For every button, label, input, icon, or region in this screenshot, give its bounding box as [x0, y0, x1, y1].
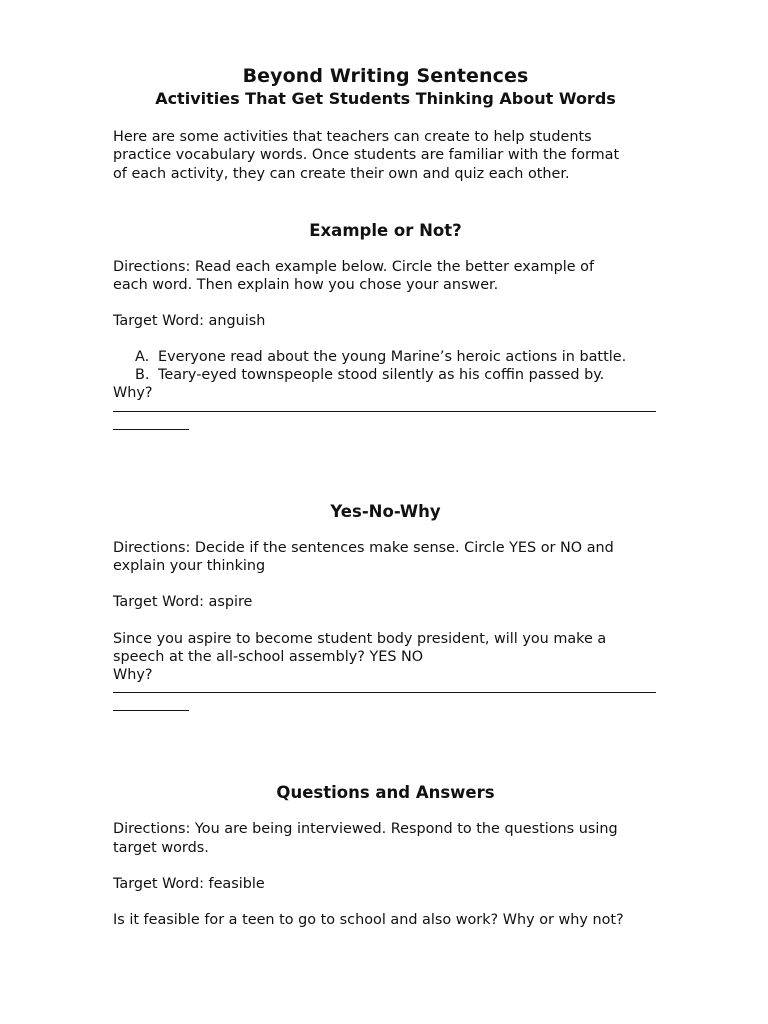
target-word: Target Word: feasible	[113, 876, 265, 893]
answer-options	[113, 348, 658, 385]
option-text: Everyone read about the young Marine’s heroic actions in battle.	[158, 348, 627, 365]
directions-line: target words.	[113, 839, 209, 856]
directions	[113, 258, 658, 295]
section-heading: Yes-No-Why	[330, 501, 441, 521]
directions	[113, 539, 658, 576]
intro-line: practice vocabulary words. Once students are familiar with the format	[113, 147, 620, 164]
directions-line: Directions: Decide if the sentences make sense. Circle YES or NO and	[113, 539, 614, 556]
answer-line-continuation[interactable]	[113, 429, 189, 430]
directions	[113, 820, 658, 857]
answer-line[interactable]	[113, 692, 656, 693]
directions-line: each word. Then explain how you chose your answer.	[113, 277, 499, 294]
why-label: Why?	[113, 385, 153, 402]
section-heading: Example or Not?	[309, 220, 462, 240]
section-questions-and-answers	[113, 782, 658, 929]
directions-line: explain your thinking	[113, 557, 266, 574]
answer-line-continuation[interactable]	[113, 710, 189, 711]
option-letter: A.	[135, 348, 150, 365]
intro-line: of each activity, they can create their own and quiz each other.	[113, 165, 570, 182]
option-letter: B.	[135, 367, 150, 384]
option-b[interactable]	[135, 366, 658, 384]
why-label: Why?	[113, 667, 153, 684]
intro-line: Here are some activities that teachers can create to help students	[113, 129, 592, 145]
document-subtitle: Activities That Get Students Thinking About Words	[155, 89, 616, 108]
question-line: Since you aspire to become student body president, will you make a	[113, 630, 607, 647]
question-line: speech at the all-school assembly? YES NO	[113, 648, 424, 665]
directions-line: Directions: You are being interviewed. Respond to the questions using	[113, 821, 618, 838]
section-heading: Questions and Answers	[276, 783, 495, 803]
answer-line[interactable]	[113, 411, 656, 412]
section-yes-no-why	[113, 501, 658, 712]
section-example-or-not	[113, 220, 658, 430]
document-page	[113, 64, 658, 930]
option-a[interactable]	[135, 348, 658, 366]
document-title: Beyond Writing Sentences	[242, 65, 529, 87]
directions-line: Directions: Read each example below. Circle the better example of	[113, 258, 595, 275]
target-word: Target Word: anguish	[113, 313, 266, 330]
target-word: Target Word: aspire	[113, 594, 253, 611]
question-line: Is it feasible for a teen to go to school and also work? Why or why not?	[113, 912, 624, 929]
question	[113, 630, 658, 667]
option-text: Teary-eyed townspeople stood silently as his coffin passed by.	[158, 367, 605, 384]
intro-paragraph	[113, 128, 658, 183]
